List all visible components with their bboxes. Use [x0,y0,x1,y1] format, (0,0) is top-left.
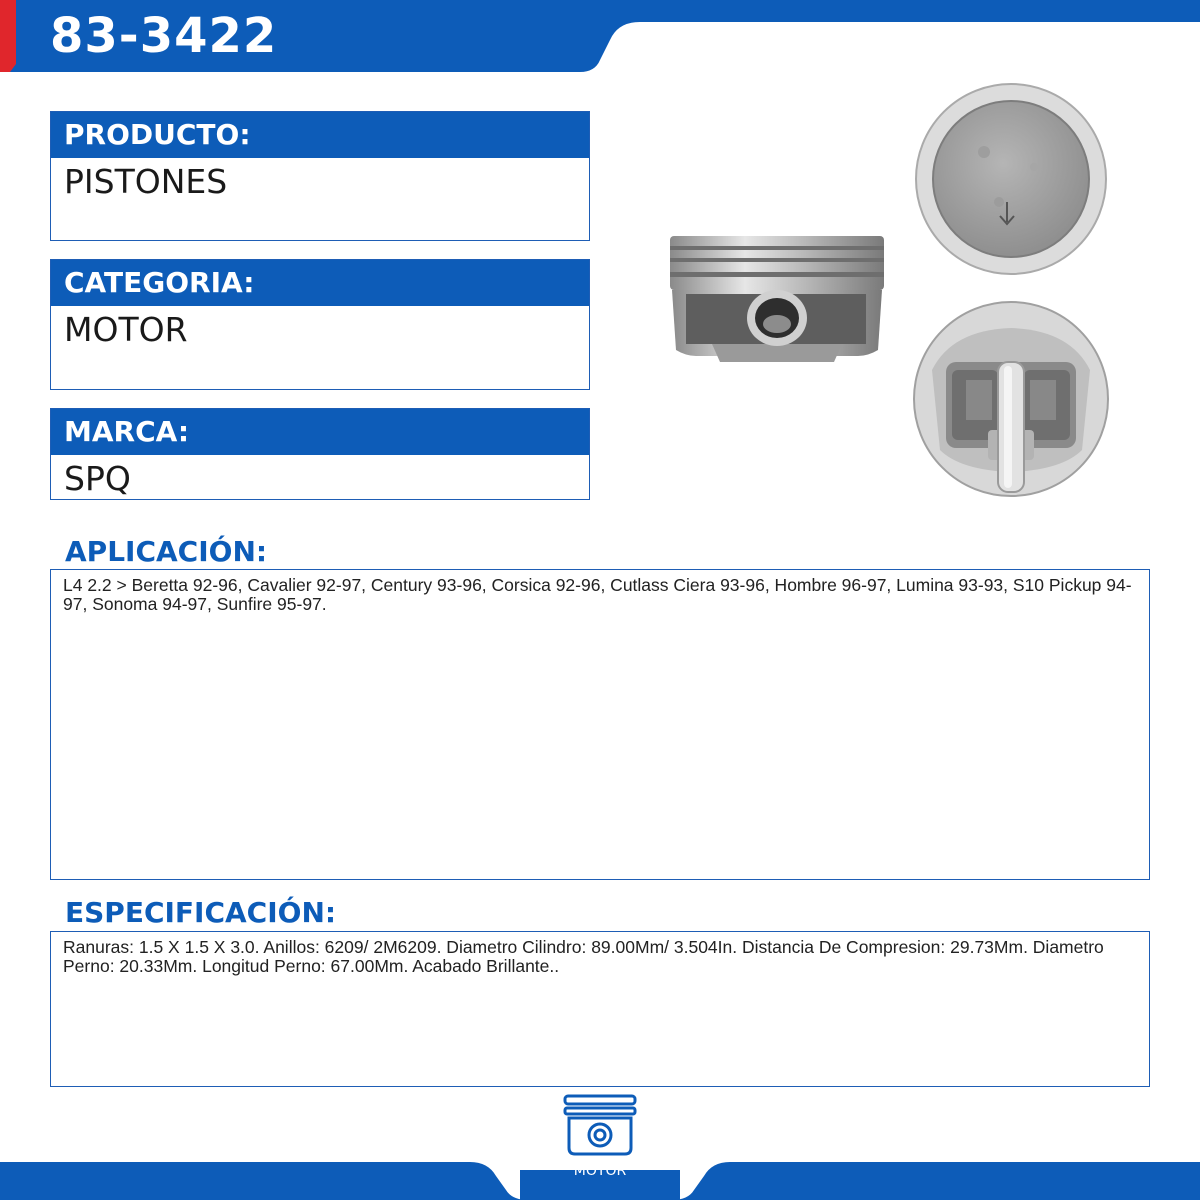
piston-top-image [914,82,1108,276]
categoria-value: MOTOR [64,310,188,349]
piston-side-image [668,232,886,368]
producto-value: PISTONES [64,162,228,201]
marca-box [50,408,590,500]
especificacion-title: ESPECIFICACIÓN: [65,896,337,929]
marca-label: MARCA: [51,409,589,455]
producto-label: PRODUCTO: [51,112,589,158]
piston-bottom-image [912,300,1110,498]
footer-category-label: MOTOR [573,1163,627,1179]
categoria-box [50,259,590,390]
part-number: 83-3422 [50,8,278,64]
aplicacion-text: L4 2.2 > Beretta 92-96, Cavalier 92-97, Century 93-96, Corsica 92-96, Cutlass Ciera 93-96, Hombre 96-97, Lumina 93-93, S10 Pickup 94-97, Sonoma 94-97, Sunfire 95-97. [63,575,1132,614]
especificacion-box [50,931,1150,1087]
marca-value: SPQ [64,459,131,498]
producto-box [50,111,590,241]
aplicacion-box [50,569,1150,880]
categoria-label: CATEGORIA: [51,260,589,306]
especificacion-text: Ranuras: 1.5 X 1.5 X 3.0. Anillos: 6209/ 2M6209. Diametro Cilindro: 89.00Mm/ 3.504In. Distancia De Compresion: 29.73Mm. Diametro Perno: 20.33Mm. Longitud Perno: 67.00Mm. Acabado Brillante.. [63,937,1104,976]
aplicacion-title: APLICACIÓN: [65,535,268,568]
